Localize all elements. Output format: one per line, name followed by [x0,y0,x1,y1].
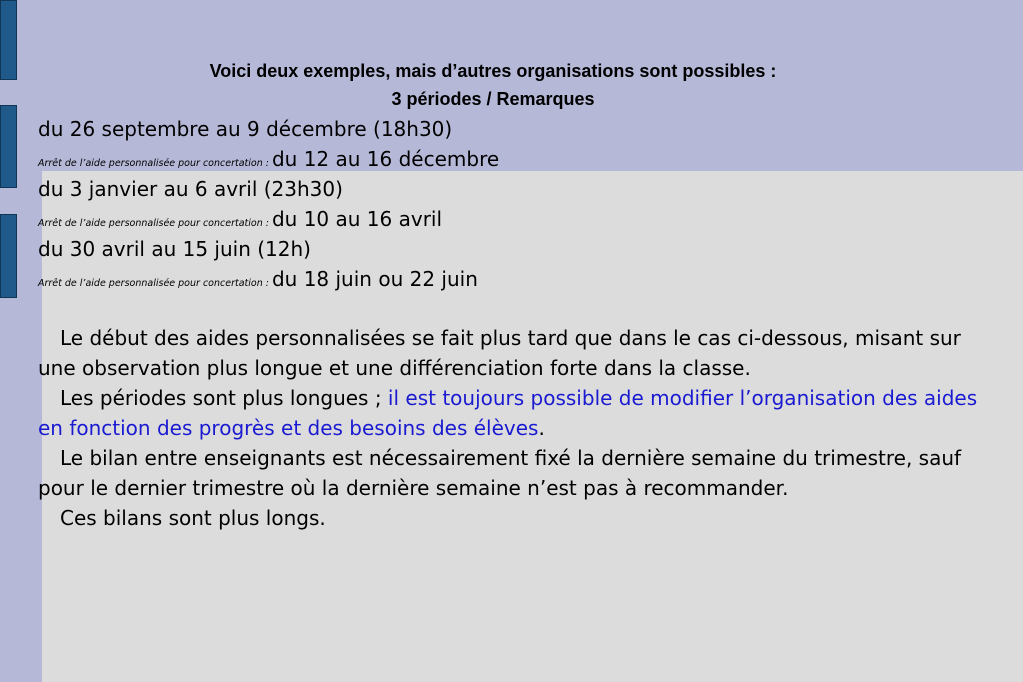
decorative-bar-middle [0,105,17,188]
period-2-pause-label: Arrêt de l’aide personnalisée pour concertation : [38,218,272,229]
remark-2-end: . [538,416,545,440]
remark-2-intro: Les périodes sont plus longues ; [60,386,388,410]
period-3-pause-label: Arrêt de l’aide personnalisée pour concertation : [38,278,272,289]
period-3-range: du 30 avril au 15 juin (12h) [38,237,311,261]
remark-paragraph-3: Le bilan entre enseignants est nécessairement fixé la dernière semaine du trimestre, sauf pour le dernier trimestre où la dernière semaine n’est pas à recommander. [38,446,962,500]
period-1-range: du 26 septembre au 9 décembre (18h30) [38,117,453,141]
period-1-pause-label: Arrêt de l’aide personnalisée pour concertation : [38,158,272,169]
period-2-pause-dates: du 10 au 16 avril [271,207,443,231]
slide-subtitle: 3 périodes / Remarques [391,89,595,109]
decorative-bar-bottom [0,214,17,298]
remark-2-highlight: il est toujours possible de modifier l’organisation des aides en fonction des progrès et des besoins des élèves [38,386,978,440]
period-1-pause-dates: du 12 au 16 décembre [271,147,500,171]
remarks-block [38,323,978,533]
period-3-pause [38,264,478,299]
slide-title: Voici deux exemples, mais d’autres organisations sont possibles : [209,61,777,81]
remark-paragraph-1: Le début des aides personnalisées se fait plus tard que dans le cas ci-dessous, misant sur une observation plus longue et une différenciation forte dans la classe. [38,326,961,380]
remark-paragraph-4: Ces bilans sont plus longs. [60,506,326,530]
remark-paragraph-2 [38,383,978,443]
period-2-range: du 3 janvier au 6 avril (23h30) [38,177,343,201]
period-3-pause-dates: du 18 juin ou 22 juin [271,267,478,291]
